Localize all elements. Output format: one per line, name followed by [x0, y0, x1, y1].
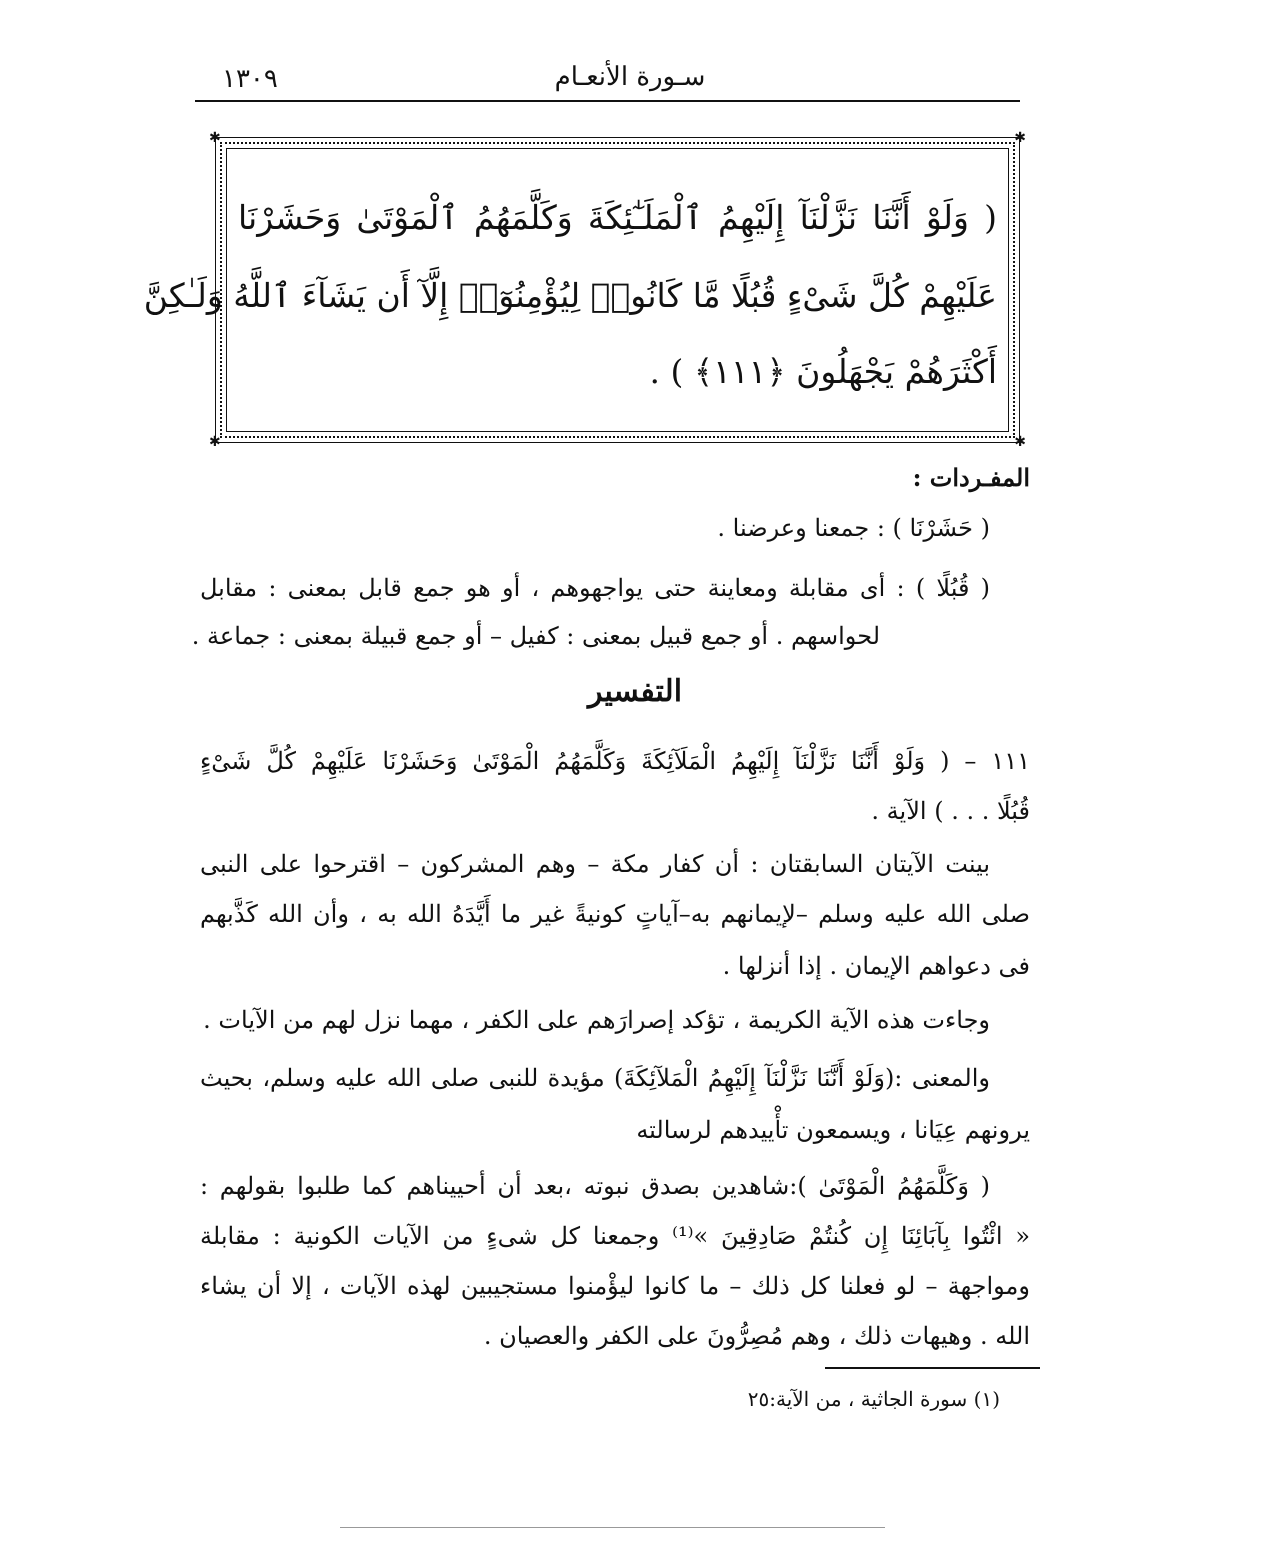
verse-reference: ١١١ – ( وَلَوْ أَنَّنَا نَزَّلْنَآ إِلَيْهِمُ الْمَلَآئِكَةَ وَكَلَّمَهُمُ الْمَوْتَىٰ وَحَشَرْنَا عَلَيْهِمْ كُلَّ شَىْءٍ: [200, 747, 1030, 775]
verse-line: أَكْثَرَهُمْ يَجْهَلُونَ ﴿١١١﴾ ) .: [649, 352, 997, 391]
bottom-scan-line: [340, 1527, 885, 1528]
footnote: (١) سورة الجاثية ، من الآية:٢٥: [747, 1387, 1000, 1411]
corner-star-icon: ✱: [1014, 130, 1026, 146]
paragraph-line: فى دعواهم الإيمان . إذا أنزلها .: [722, 952, 1030, 980]
vocabulary-entry: ( قُبُلًا ) : أى مقابلة ومعاينة حتى يواجهوهم ، أو هو جمع قابل بمعنى : مقابل: [200, 574, 990, 602]
corner-star-icon: ✱: [209, 434, 221, 450]
paragraph-line: بينت الآيتان السابقتان : أن كفار مكة – وهم المشركون – اقترحوا على النبى: [200, 850, 990, 878]
header-rule: [195, 100, 1020, 102]
verse-line: عَلَيْهِمْ كُلَّ شَىْءٍ قُبُلًا مَّا كَانُوا۟ لِيُؤْمِنُوٓا۟ إِلَّآ أَن يَشَآءَ ٱللَّهُ وَلَـٰكِنَّ: [143, 276, 997, 315]
paragraph-line: والمعنى :(وَلَوْ أَنَّنَا نَزَّلْنَآ إِلَيْهِمُ الْمَلآئِكَةَ) مؤيدة للنبى صلى الله عليه وسلم، بحيث: [200, 1064, 990, 1092]
paragraph-line: صلى الله عليه وسلم –لإيمانهم به–آياتٍ كونيةً غير ما أَيَّدَهُ الله به ، وأن الله كَذَّبهم: [200, 900, 1031, 928]
frame-ornament-right: [1013, 142, 1015, 438]
frame-ornament-top: [220, 142, 1015, 144]
vocabulary-entry: ( حَشَرْنَا ) : جمعنا وعرضنا .: [717, 514, 990, 542]
vocabulary-heading: المفـردات :: [912, 463, 1030, 492]
corner-star-icon: ✱: [209, 130, 221, 146]
corner-star-icon: ✱: [1014, 434, 1026, 450]
footnote-rule: [825, 1367, 1040, 1369]
paragraph-line: وجاءت هذه الآية الكريمة ، تؤكد إصرارَهم على الكفر ، مهما نزل لهم من الآيات .: [203, 1006, 990, 1034]
verse-frame: [143, 130, 1026, 450]
page-number: ١٣٠٩: [222, 64, 278, 94]
paragraph-line: « ائْتُوا بِآبَائِنَا إِن كُنتُمْ صَادِقِينَ »⁽¹⁾ وجمعنا كل شىءٍ من الآيات الكونية : مقابلة: [200, 1222, 1030, 1250]
vocabulary-entry: لحواسهم . أو جمع قبيل بمعنى : كفيل – أو جمع قبيلة بمعنى : جماعة .: [191, 622, 880, 650]
tafsir-heading: التفسير: [587, 674, 683, 709]
verse-reference: قُبُلًا . . . ) الآية .: [871, 797, 1030, 825]
frame-ornament-bottom: [220, 436, 1015, 438]
verse-line: ( وَلَوْ أَنَّنَا نَزَّلْنَآ إِلَيْهِمُ ٱلْمَلَـٰٓئِكَةَ وَكَلَّمَهُمُ ٱلْمَوْتَىٰ وَحَشَرْنَا: [238, 198, 997, 237]
paragraph-line: يرونهم عِيَانا ، ويسمعون تأْييدهم لرسالته: [636, 1116, 1030, 1144]
paragraph-line: الله . وهيهات ذلك ، وهم مُصِرُّونَ على الكفر والعصيان .: [483, 1322, 1030, 1350]
running-head: سـورة الأنعـام: [554, 62, 706, 92]
paragraph-line: ( وَكَلَّمَهُمُ الْمَوْتَىٰ ):شاهدين بصدق نبوته ،بعد أن أحييناهم كما طلبوا بقولهم :: [200, 1172, 990, 1200]
paragraph-line: ومواجهة – لو فعلنا كل ذلك – ما كانوا ليؤْمنوا مستجيبين لهذه الآيات ، إلا أن يشاء: [200, 1272, 1030, 1300]
